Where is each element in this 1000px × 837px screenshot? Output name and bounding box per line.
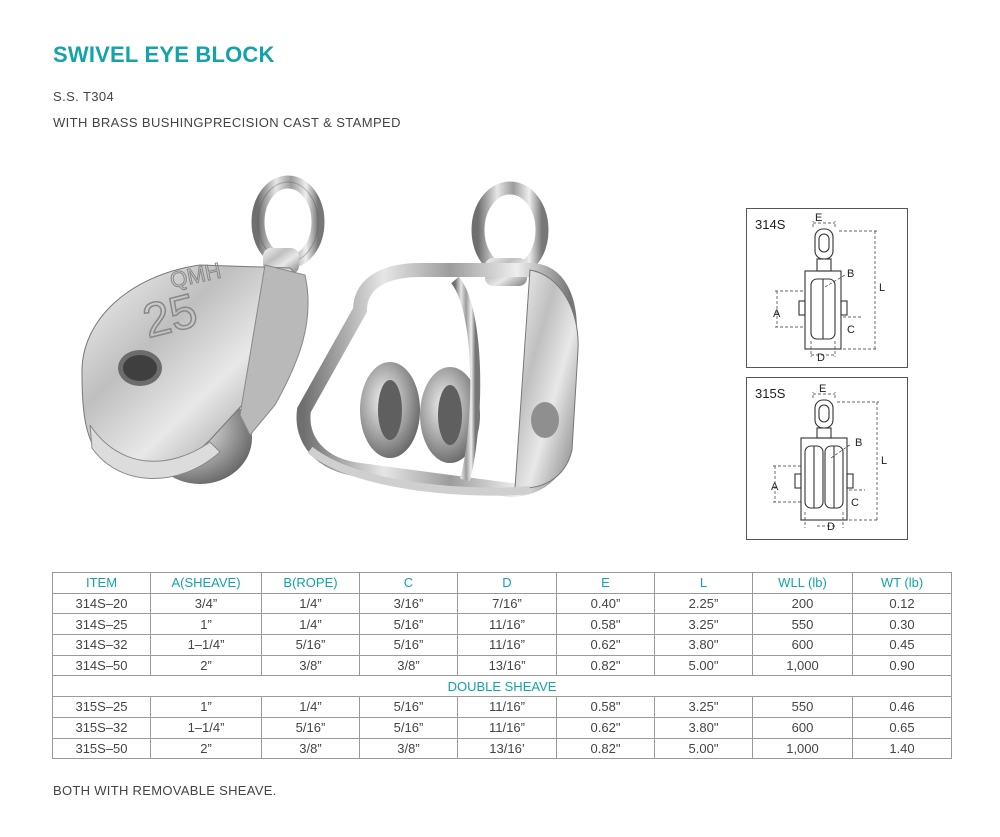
header-cell: E [557,573,655,594]
table-cell: 2” [151,655,262,676]
header-cell: B(ROPE) [262,573,360,594]
diagram-314s [746,208,908,368]
table-cell: 3.25" [655,614,753,635]
double-block-image [303,188,578,492]
section-label: DOUBLE SHEAVE [53,676,952,697]
dim-d: D [827,521,835,533]
table-row [53,614,952,635]
table-cell: 2.25” [655,593,753,614]
table-cell: 5/16” [360,635,458,656]
dim-b: B [855,437,863,449]
table-cell: 1.40 [853,738,952,759]
table-cell: 1/4” [262,697,360,718]
table-cell: 3/8” [360,738,458,759]
table-cell: 3.80" [655,717,753,738]
table-cell: 0.82" [557,738,655,759]
dim-e: E [815,212,823,224]
table-cell: 13/16” [458,655,557,676]
table-cell: 5.00" [655,738,753,759]
product-photo [60,170,580,500]
table-cell: 200 [753,593,853,614]
table-cell: 3/8” [262,655,360,676]
table-cell: 11/16” [458,717,557,738]
dim-c: C [851,497,859,509]
table-cell: 550 [753,614,853,635]
header-cell: WLL (lb) [753,573,853,594]
table-cell: 1” [151,614,262,635]
table-cell: 600 [753,635,853,656]
table-cell: 600 [753,717,853,738]
table-cell: 0.82" [557,655,655,676]
diagram-315s [746,377,908,540]
table-cell: 314S–50 [53,655,151,676]
table-cell: 0.40” [557,593,655,614]
table-cell: 1–1/4” [151,717,262,738]
page-title: SWIVEL EYE BLOCK [53,42,275,67]
table-cell: 1” [151,697,262,718]
table-cell: 5/16” [262,717,360,738]
header-cell: A(SHEAVE) [151,573,262,594]
brand-marking: QMH [167,257,224,293]
dim-c: C [847,324,855,336]
table-cell: 5/16” [262,635,360,656]
table-cell: 1–1/4” [151,635,262,656]
table-header-row [53,573,952,594]
single-block-image [82,182,318,484]
table-cell: 5/16” [360,697,458,718]
table-cell: 3/16” [360,593,458,614]
table-cell: 315S–50 [53,738,151,759]
header-cell: D [458,573,557,594]
table-cell: 2” [151,738,262,759]
table-cell: 1,000 [753,738,853,759]
table-cell: 314S–32 [53,635,151,656]
table-row [53,717,952,738]
diagram-label: 315S [755,386,786,401]
dim-l: L [881,455,888,467]
table-cell: 5.00" [655,655,753,676]
table-cell: 0.46 [853,697,952,718]
table-cell: 315S–25 [53,697,151,718]
header-cell: ITEM [53,573,151,594]
table-cell: 550 [753,697,853,718]
table-cell: 0.12 [853,593,952,614]
table-cell: 0.45 [853,635,952,656]
diagram-label: 314S [755,217,786,232]
table-cell: 3/4” [151,593,262,614]
table-cell: 3.80" [655,635,753,656]
dim-b: B [847,268,855,280]
table-cell: 7/16” [458,593,557,614]
table-cell: 11/16” [458,614,557,635]
table-cell: 0.62" [557,717,655,738]
table-cell: 11/16” [458,635,557,656]
table-cell: 314S–25 [53,614,151,635]
table-cell: 0.65 [853,717,952,738]
table-cell: 0.62" [557,635,655,656]
spec-table [52,572,952,759]
table-row [53,655,952,676]
dim-e: E [819,383,827,395]
header-cell: WT (lb) [853,573,952,594]
features-text: WITH BRASS BUSHINGPRECISION CAST & STAMPED [53,115,401,130]
material-text: S.S. T304 [53,89,115,104]
table-cell: 0.90 [853,655,952,676]
section-row [53,676,952,697]
table-cell: 1/4” [262,614,360,635]
dim-l: L [879,282,886,294]
table-cell: 11/16” [458,697,557,718]
table-row [53,635,952,656]
dim-a: A [773,308,781,320]
header-cell: L [655,573,753,594]
table-cell: 5/16” [360,717,458,738]
table-row [53,593,952,614]
table-cell: 314S–20 [53,593,151,614]
table-cell: 5/16” [360,614,458,635]
header-cell: C [360,573,458,594]
table-row [53,697,952,718]
table-cell: 0.58" [557,697,655,718]
size-marking: 25 [137,284,203,349]
table-cell: 0.58" [557,614,655,635]
table-cell: 3/8” [360,655,458,676]
table-row [53,738,952,759]
footnote: BOTH WITH REMOVABLE SHEAVE. [53,783,277,798]
table-cell: 3.25" [655,697,753,718]
table-cell: 0.30 [853,614,952,635]
table-cell: 1/4” [262,593,360,614]
table-cell: 13/16’ [458,738,557,759]
table-cell: 315S–32 [53,717,151,738]
table-cell: 1,000 [753,655,853,676]
dim-d: D [817,352,825,364]
dim-a: A [771,481,779,493]
table-cell: 3/8” [262,738,360,759]
